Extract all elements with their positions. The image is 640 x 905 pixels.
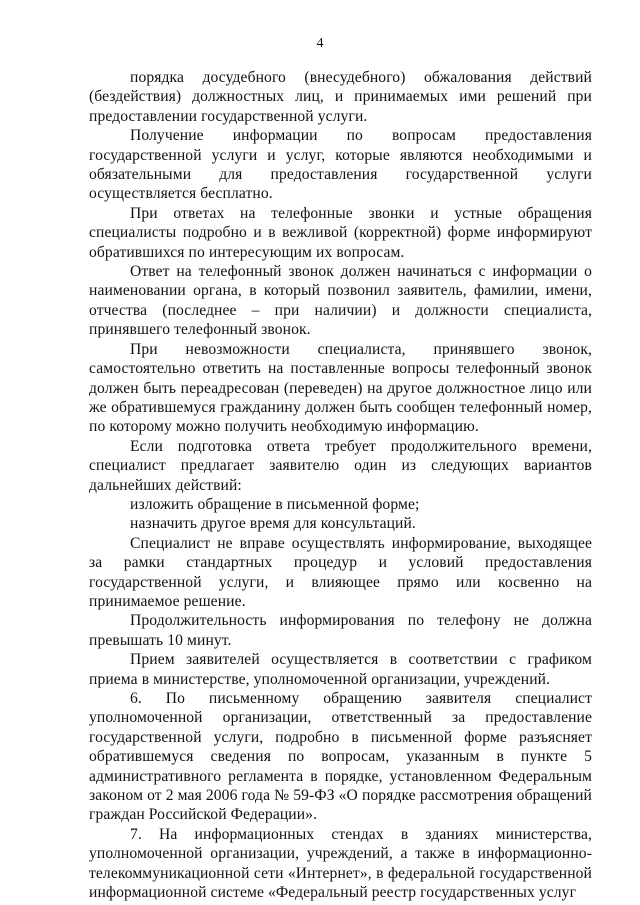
paragraph-reception-schedule: Прием заявителей осуществляется в соответствии с графиком приема в министерстве, уполномоченной организации, учреждений. — [89, 651, 592, 688]
paragraph-written-appeal: 6. По письменному обращению заявителя специалист уполномоченной организации, ответственный за предоставление государственной услуги, подробно в письменной форме разъясняет обратившемуся сведения по вопросам, указанным в пункте 5 административного регламента в порядке, установленном Федеральным законом от 2 мая 2006 года № 59-ФЗ «О порядке рассмотрения обращений граждан Российской Федерации». — [89, 690, 592, 824]
paragraph-call-duration: Продолжительность информирования по телефону не должна превышать 10 минут. — [89, 612, 592, 649]
paragraph-phone-greeting: Ответ на телефонный звонок должен начинаться с информации о наименовании органа, в который позвонил заявитель, фамилии, имени, отчества (последнее – при наличии) и должности специалиста, принявшего телефонный звонок. — [89, 263, 592, 339]
paragraph-phone-answers: При ответах на телефонные звонки и устные обращения специалисты подробно и в вежливой (корректной) форме информируют обратившихся по интересующим их вопросам. — [89, 204, 592, 261]
paragraph-specialist-limits: Специалист не вправе осуществлять информирование, выходящее за рамки стандартных процедур и условий предоставления государственной услуги, и влияющее прямо или косвенно на принимаемое решение. — [89, 534, 592, 610]
paragraph-long-answer-options: Если подготовка ответа требует продолжительного времени, специалист предлагает заявителю один из следующих вариантов дальнейших действий: — [89, 437, 592, 494]
page-number: 4 — [316, 36, 324, 51]
paragraph-call-redirect: При невозможности специалиста, принявшего звонок, самостоятельно ответить на поставленные вопросы телефонный звонок должен быть переадресован (переведен) на другое должностное лицо или же обратившемуся гражданину должен быть сообщен телефонный номер, по которому можно получить необходимую информацию. — [89, 340, 592, 436]
paragraph-free-information: Получение информации по вопросам предоставления государственной услуги и услуг, которые являются необходимыми и обязательными для предоставления государственной услуги осуществляется бесплатно. — [89, 127, 592, 203]
document-body — [89, 68, 592, 902]
list-item-written-form: изложить обращение в письменной форме; — [130, 495, 420, 513]
list-item-other-time: назначить другое время для консультаций. — [130, 515, 416, 533]
paragraph-appeal-procedure: порядка досудебного (внесудебного) обжалования действий (бездействия) должностных лиц, и принимаемых ими решений при предоставлении государственной услуги. — [89, 69, 592, 125]
paragraph-info-stands: 7. На информационных стендах в зданиях министерства, уполномоченной организации, учреждений, а также в информационно-телекоммуникационной сети «Интернет», в федеральной государственной информационной системе «Федеральный реестр государственных услуг — [89, 825, 592, 902]
